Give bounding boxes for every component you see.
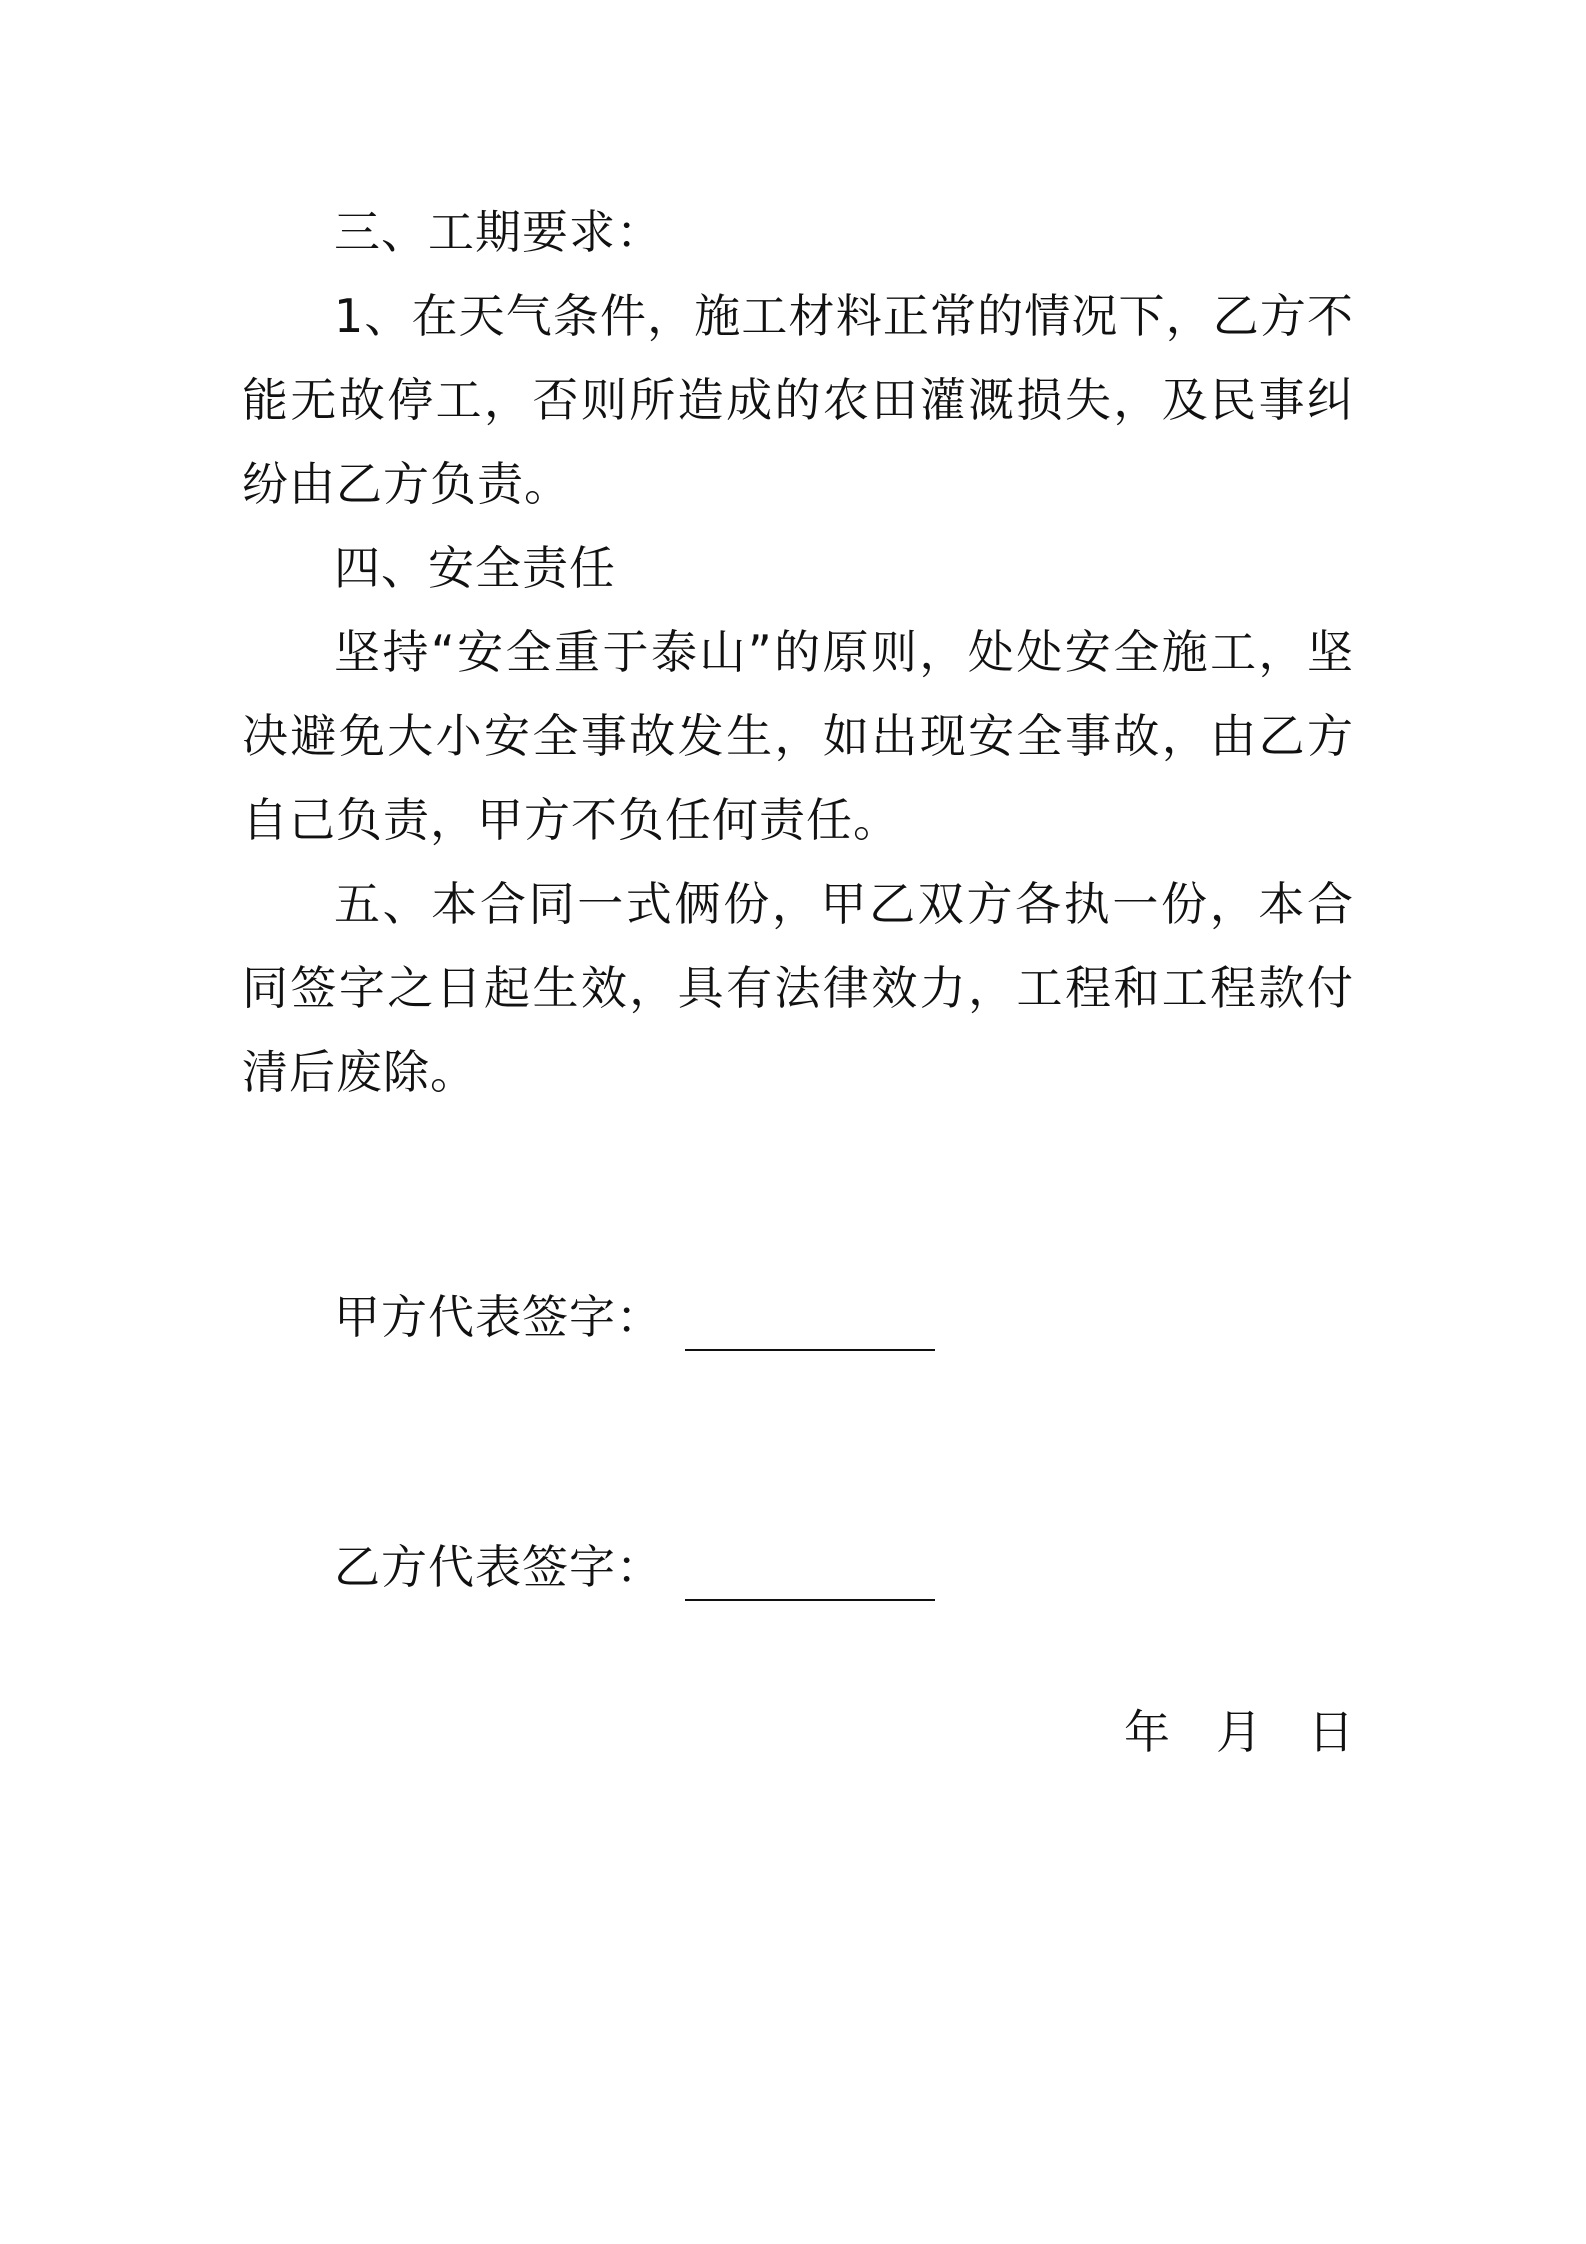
section-3-item-1: 1、在天气条件，施工材料正常的情况下，乙方不能无故停工，否则所造成的农田灌溉损失，及民事纠纷由乙方负责。 — [242, 289, 1354, 511]
party-a-signature-row — [334, 1275, 935, 1359]
date-year: 年 — [1124, 1705, 1170, 1759]
section-4-heading: 四、安全责任 — [334, 541, 616, 595]
signing-date — [1124, 1690, 1354, 1774]
contract-body — [242, 190, 1354, 1114]
party-b-signature-row — [334, 1525, 935, 1609]
section-5-body: 五、本合同一式俩份，甲乙双方各执一份，本合同签字之日起生效，具有法律效力，工程和工程款付清后废除。 — [242, 877, 1354, 1099]
date-month: 月 — [1216, 1705, 1262, 1759]
date-day: 日 — [1308, 1705, 1354, 1759]
party-a-signature-blank — [685, 1289, 935, 1351]
party-b-signature-blank — [685, 1539, 935, 1601]
section-4-body: 坚持“安全重于泰山”的原则，处处安全施工，坚决避免大小安全事故发生，如出现安全事故，由乙方自己负责，甲方不负任何责任。 — [242, 625, 1354, 847]
section-3-heading: 三、工期要求： — [334, 205, 663, 259]
party-b-signature-label: 乙方代表签字： — [334, 1540, 663, 1594]
party-a-signature-label: 甲方代表签字： — [334, 1290, 663, 1344]
